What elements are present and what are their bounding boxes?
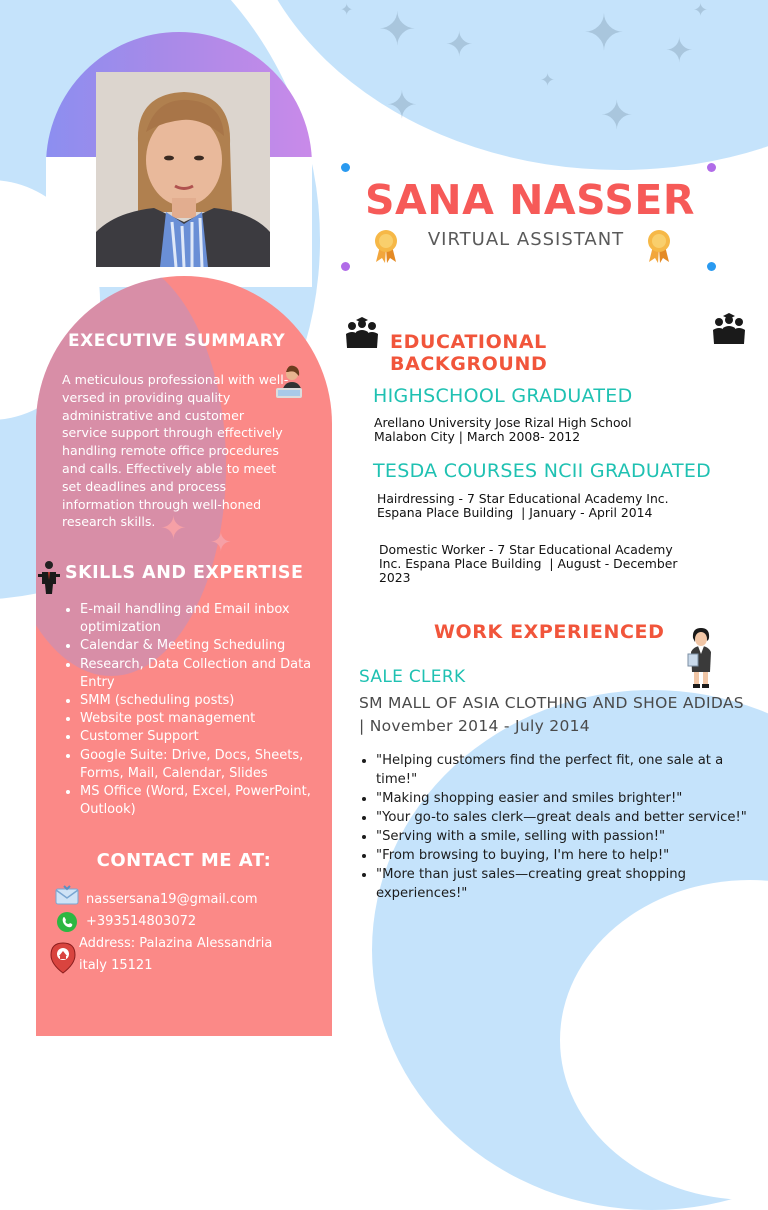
work-quote-item: • "Your go-to sales clerk—great deals and better service!" [376, 808, 756, 827]
sparkle-icon: ✦ [540, 70, 556, 91]
sparkle-icon: ✦ [340, 0, 354, 19]
sparkle-icon: ✦ [665, 31, 694, 71]
work-company-line-1: SM MALL OF ASIA CLOTHING AND SHOE ADIDAS [359, 694, 744, 712]
businesswoman-icon [686, 626, 716, 690]
address-line-2: italy 15121 [79, 958, 153, 973]
whatsapp-icon [56, 911, 78, 933]
work-quotes-list [358, 751, 756, 903]
work-company-line-2: | November 2014 - July 2014 [359, 717, 590, 735]
graduates-icon [712, 312, 746, 344]
decor-dot [707, 163, 716, 172]
sparkle-icon: ✦ [160, 509, 187, 547]
work-quote-item: • "Helping customers find the perfect fit, one sale at a time!" [376, 751, 756, 789]
skills-title: SKILLS AND EXPERTISE [65, 563, 304, 583]
tesda-course-2-line-1: Domestic Worker - 7 Star Educational Academy [379, 542, 673, 557]
address-line-1: Address: Palazina Alessandria [79, 936, 273, 951]
profile-photo [96, 72, 270, 267]
person-name: SANA NASSER [365, 176, 695, 224]
businessman-icon [38, 560, 60, 594]
skills-list [62, 601, 340, 819]
highschool-line-1: Arellano University Jose Rizal High School [374, 415, 632, 430]
tesda-course-2-line-2: Inc. Espana Place Building | August - December [379, 556, 678, 571]
work-quote-item: • "Serving with a smile, selling with passion!" [376, 827, 756, 846]
skill-item: • Website post management [80, 710, 340, 728]
tesda-course-1-line-2: Espana Place Building | January - April 2014 [377, 505, 653, 520]
work-title: WORK EXPERIENCED [434, 621, 665, 643]
decor-dot [341, 262, 350, 271]
skill-item: • MS Office (Word, Excel, PowerPoint, Outlook) [80, 783, 340, 819]
skill-item: • Research, Data Collection and Data Entry [80, 656, 340, 692]
phone-link[interactable]: +393514803072 [86, 914, 197, 929]
work-position: SALE CLERK [359, 667, 466, 687]
work-quote-item: • "Making shopping easier and smiles brighter!" [376, 789, 756, 808]
education-title: EDUCATIONAL BACKGROUND [390, 331, 548, 375]
mail-icon [55, 885, 79, 905]
work-quote-item: • "More than just sales—creating great shopping experiences!" [376, 865, 756, 903]
skill-item: • Calendar & Meeting Scheduling [80, 637, 340, 655]
contact-title: CONTACT ME AT: [96, 850, 272, 871]
decor-dot [707, 262, 716, 271]
highschool-line-2: Malabon City | March 2008- 2012 [374, 429, 581, 444]
tesda-course-1-line-1: Hairdressing - 7 Star Educational Academy Inc. [377, 491, 669, 506]
work-quote-item: • "From browsing to buying, I'm here to help!" [376, 846, 756, 865]
sparkle-icon: ✦ [386, 83, 418, 127]
background-blob-top [240, 0, 768, 170]
executive-summary-title: EXECUTIVE SUMMARY [68, 331, 286, 351]
sparkle-icon: ✦ [445, 25, 474, 65]
graduates-icon [345, 316, 379, 348]
award-ribbon-icon [373, 228, 399, 264]
tesda-heading: TESDA COURSES NCII GRADUATED [373, 460, 712, 482]
highschool-heading: HIGHSCHOOL GRADUATED [373, 385, 633, 407]
location-pin-icon [50, 942, 76, 974]
sparkle-icon: ✦ [583, 4, 625, 62]
sparkle-icon: ✦ [378, 2, 417, 56]
executive-summary-text: A meticulous professional with well-versed in providing quality administrative and customer service support through effectively handling remote office procedures and calls. Effectively able to meet set deadlines and process information through well-honed research skills. [62, 372, 289, 530]
sparkle-icon: ✦ [693, 0, 709, 21]
skill-item: • SMM (scheduling posts) [80, 692, 340, 710]
skill-item: • E-mail handling and Email inbox optimization [80, 601, 340, 637]
decor-dot [341, 163, 350, 172]
tesda-course-2-line-3: 2023 [379, 570, 411, 585]
skill-item: • Google Suite: Drive, Docs, Sheets, Forms, Mail, Calendar, Slides [80, 747, 340, 783]
skill-item: • Customer Support [80, 728, 340, 746]
email-link[interactable]: nassersana19@gmail.com [86, 892, 258, 907]
award-ribbon-icon [646, 228, 672, 264]
sparkle-icon: ✦ [600, 93, 634, 139]
job-title: VIRTUAL ASSISTANT [427, 229, 625, 250]
sparkle-icon: ✦ [210, 528, 232, 558]
